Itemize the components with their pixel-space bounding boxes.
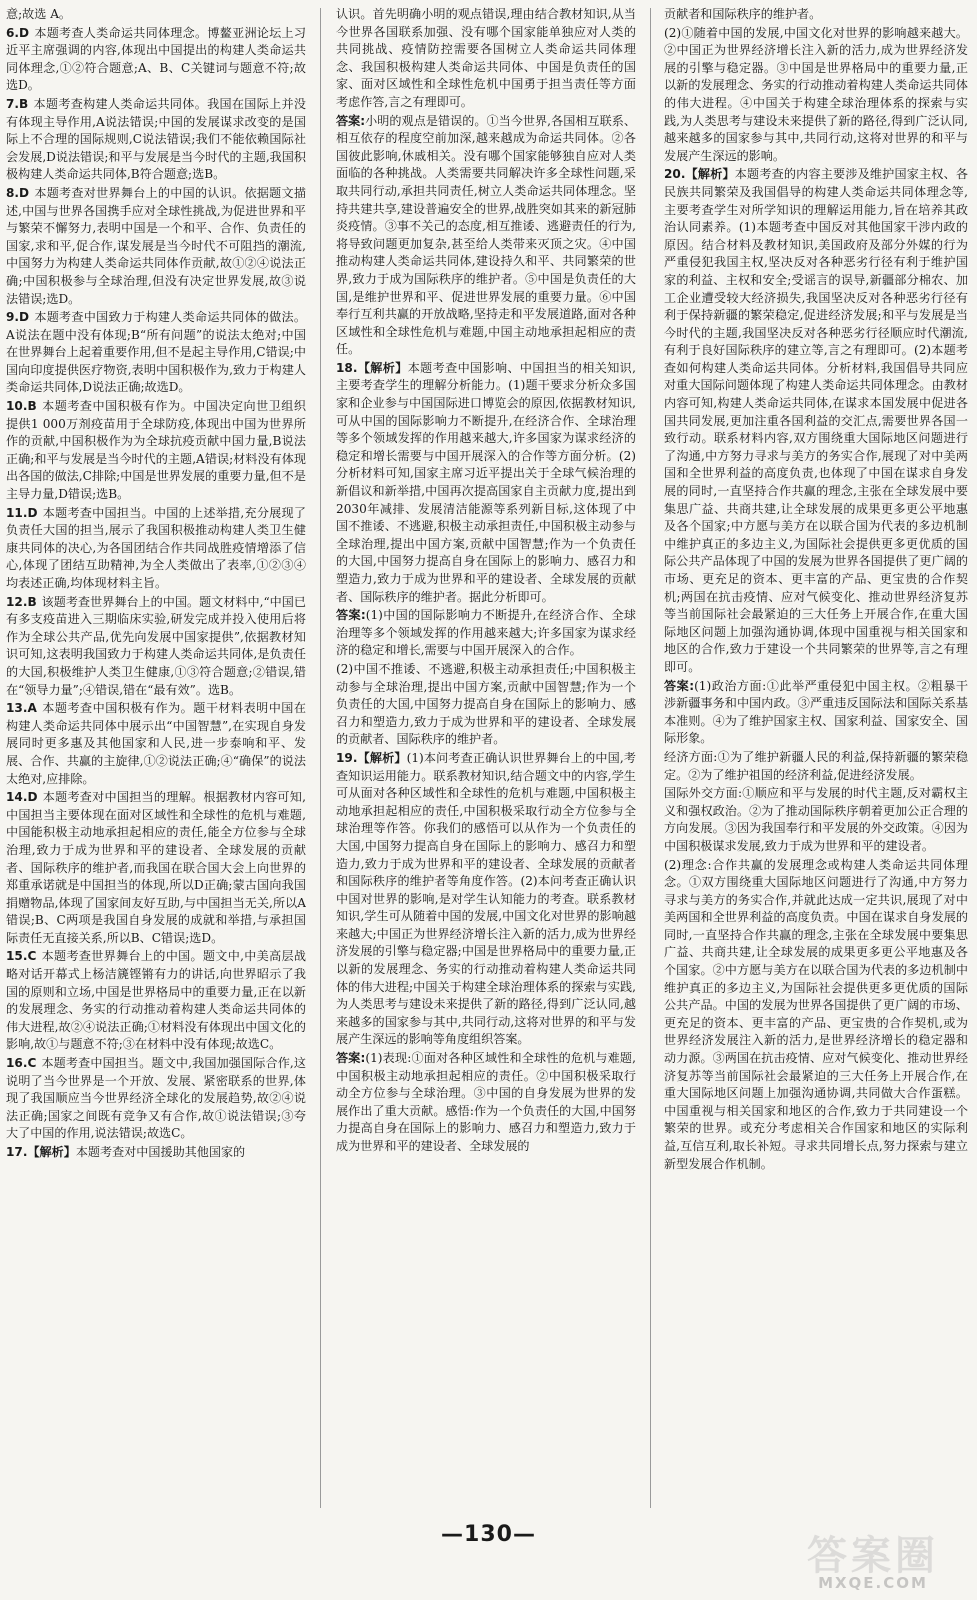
answer-item bbox=[6, 185, 306, 308]
answer-item bbox=[6, 96, 306, 184]
item-text: 本题考查世界舞台上的中国。题文中,中美高层战略对话开幕式上杨洁篪铿锵有力的讲话,向世界昭示了我国的原则和立场,中国是世界格局中的重要力量,正在以新的发展理念、务实的行动推动着构建人类命运共同体的伟大进程,故②④说法正确;①材料没有体现出中国文化的影响,故①与题意不符;③在材料中没有体现;故选C。 bbox=[6, 949, 306, 1052]
item-choice: D bbox=[27, 790, 38, 805]
answer-item bbox=[6, 398, 306, 504]
answer-label: 答案: bbox=[664, 678, 695, 693]
answer-item bbox=[6, 700, 306, 788]
answer-item bbox=[6, 1055, 306, 1143]
item-text: (1)本问考查正确认识世界舞台上的中国,考查知识运用能力。联系教材知识,结合题文中的内容,学生可从面对各种区域性和全球性的危机与难题,中国积极主动地承担起相应的责任,中国积极采取行动全方位参与全球治理等作答。你我们的感悟可以从作为一个负责任的大国,中国努力提高自身在国际上的影响力、感召力和塑造力,致力于成为世界和平的建设者、全球发展的贡献者和国际秩序的维护者等角度作答。(2)本问考查正确认识中国对世界的影响,是对学生认知能力的考查。联系教材知识,学生可从随着中国的发展,中国文化对世界的影响越来越大;中国正为世界经济增长注入新的活力,成为世界经济发展的引擎与稳定器;中国是世界格局中的重要力量,正以新的发展理念、务实的行动推动着构建人类命运共同体的伟大进程;中国关于构建全球治理体系的探索与实践,为人类思考与建设未来提供了新的路径,得到广泛认同,越来越多的国家参与其中,共同行动,这将对世界的和平与发展产生深远的影响等角度组织答案。 bbox=[336, 750, 636, 1047]
answer-item bbox=[336, 607, 636, 660]
item-text: 本题考查对中国援助其他国家的 bbox=[75, 1145, 246, 1159]
item-text: 本题考查对世界舞台上的中国的认识。依据题文描述,中国与世界各国携手应对全球性挑战,为促进世界和平与繁荣不懈努力,表明中国是一个和平、合作、负责任的国家,求和平,促合作,谋发展是当今时代不可阻挡的潮流,中国努力为构建人类命运共同体作贡献,故①②④说法正确;中国积极参与全球治理,但没有决定世界发展,故③说法错误;选D。 bbox=[6, 185, 306, 306]
item-text: 经济方面:①为了维护新疆人民的利益,保持新疆的繁荣稳定。②为了维护祖国的经济利益,促进经济发展。 bbox=[664, 749, 968, 782]
answer-item bbox=[664, 25, 968, 166]
item-text: (1)表现:①面对各种区域性和全球性的危机与难题,中国积极主动地承担起相应的责任。②中国积极采取行动全方位参与全球治理。③中国的自身发展为世界的发展作出了重大贡献。感悟:作为一个负责任的大国,中国努力提高自身在国际上的影响力、感召力和塑造力,致力于成为世界和平的建设者、全球发展的 bbox=[336, 1051, 636, 1153]
item-text: (1)政治方面:①此举严重侵犯中国主权。②粗暴干涉新疆事务和中国内政。③严重违反国际法和国际关系基本准则。④为了维护国家主权、国家利益、国家安全、国际形象。 bbox=[664, 678, 968, 746]
item-number: 6. bbox=[6, 25, 20, 40]
item-text: 本题考查的内容主要涉及维护国家主权、各民族共同繁荣及我国倡导的构建人类命运共同体理念等,主要考查学生对所学知识的理解运用能力,旨在培养其政治认同素养。(1)本题考查中国反对其他国家干涉内政的原因。结合材料及教材知识,美国政府及部分外媒的行为严重侵犯我国主权,坚决反对各种恶劣行径有利于维护国家的利益、主权和安全;受谣言的误导,新疆部分棉农、加工企业遭受较大经济损失,我国坚决反对各种恶劣行径有利于保持新疆的繁荣稳定,促进经济发展;和平与发展是当今时代的主题,我国坚决反对各种恶劣行径顺应时代潮流,有利于良好国际秩序的建立等,言之有理即可。(2)本题考查如何构建人类命运共同体。分析材料,我国倡导共同应对重大国际问题体现了构建人类命运共同体理念。由教材内容可知,构建人类命运共同体,在谋求本国发展中促进各国共同发展,更加注重各国利益的交汇点,需要世界各国一致行动。联系材料内容,双方围绕重大国际地区问题进行了沟通,中方努力寻求与美方的务实合作,展现了对中美两国和全世界利益的高度负责,也体现了中国在谋求自身发展的同时,一直坚持合作共赢的理念,主张在全球发展中要集思广益、共商共建,让全球发展的成果更多更公平地惠及各个国家;中方愿与美方在以联合国为代表的多边机制中维护真正的多边主义,为国际社会提供更多更优质的国际公共产品体现了中国的发展为世界各国提供了更广阔的市场、更充足的资本、更丰富的产品、更宝贵的合作契机;两国在抗击疫情、应对气候变化、推动世界经济复苏等当前国际社会最紧迫的三大任务上开展合作,在重大国际地区问题上加强沟通协调,体现中国重视与相关国家和地区的合作,致力于建设一个共同繁荣的世界等,言之有理即可。 bbox=[664, 167, 968, 674]
watermark-url: MXQE.COM bbox=[818, 1574, 928, 1592]
answer-item bbox=[6, 309, 306, 397]
answer-item bbox=[664, 678, 968, 748]
answer-item bbox=[664, 749, 968, 784]
answer-item bbox=[6, 1144, 306, 1162]
answer-item bbox=[6, 6, 306, 24]
answer-item bbox=[664, 6, 968, 24]
column-left bbox=[6, 6, 306, 1506]
item-choice: D bbox=[19, 25, 30, 40]
item-text: (2)理念:合作共赢的发展理念或构建人类命运共同体理念。①双方围绕重大国际地区问题进行了沟通,中方努力寻求与美方的务实合作,并就此达成一定共识,展现了对中美两国和全世界利益的高度负责。中国在谋求自身发展的同时,一直坚持合作共赢的理念,主张在全球发展中要集思广益、共商共建,让全球发展的成果更多更公平地惠及各个国家。②中方愿与美方在以联合国为代表的多边机制中维护真正的多边主义,为国际社会提供更多更优质的国际公共产品。中国的发展为世界各国提供了更广阔的市场、更充足的资本、更丰富的产品、更宝贵的合作契机,或为世界经济发展注入新的活力,是世界经济增长的稳定器和动力源。③两国在抗击疫情、应对气候变化、推动世界经济复苏等当前国际社会最紧迫的三大任务上开展合作,在重大国际地区问题上加强沟通协调,共同做大合作蛋糕。中国重视与相关国家和地区的合作,致力于共同建设一个繁荣的世界。或充分考虑相关合作国家和地区的实际利益,互信互利,取长补短。寻求共同增长点,努力探索与建立新型发展合作机制。 bbox=[664, 857, 968, 1171]
item-text: 本题考查构建人类命运共同体。我国在国际上并没有体现主导作用,A说法错误;中国的发展谋求改变的是国际上不合理的国际规则,C说法错误;我们不能依赖国际社会发展,D说法错误;和平与发展是当今时代的主题,我国积极构建人类命运共同体,B符合题意;选B。 bbox=[6, 96, 306, 182]
answer-item bbox=[336, 661, 636, 749]
item-choice: D bbox=[19, 310, 30, 325]
item-choice: A bbox=[27, 701, 37, 716]
answer-item bbox=[6, 594, 306, 700]
item-text: 本题考查中国担当。题文中,我国加强国际合作,这说明了当今世界是一个开放、发展、紧密联系的世界,体现了我国顺应当今世界经济全球化的发展趋势,故②④说法正确;国家之间既有竞争又有合作,故①说法错误;③夸大了中国的作用,说法错误;故选C。 bbox=[6, 1056, 306, 1141]
item-text: 意;故选 A。 bbox=[6, 7, 72, 21]
answer-label: 答案: bbox=[336, 1051, 366, 1066]
item-text: 该题考查世界舞台上的中国。题文材料中,“中国已有多支疫苗进入三期临床实验,研发完成并投入使用后将作为全球公共产品,优先向发展中国家提供”,依据教材知识可知,这表明我国致力于构建人类命运共同体,是负责任的大国,积极维护人类卫生健康,①③符合题意;②错误,错在“领导力量”;④错误,错在“最有效”。选B。 bbox=[6, 594, 306, 697]
answer-label: 答案: bbox=[336, 608, 366, 623]
item-number: 13. bbox=[6, 701, 28, 716]
item-choice: B bbox=[19, 96, 29, 111]
item-text: 本题考查中国致力于构建人类命运共同体的做法。A说法在题中没有体现;B“所有问题”的说法太绝对;中国在世界舞台上起着重要作用,但不是起主导作用,C错误;中国向印度提供医疗物资,表明中国积极作为,致力于构建人类命运共同体,D说法正确;故选D。 bbox=[6, 310, 306, 395]
item-text: (2)①随着中国的发展,中国文化对世界的影响越来越大。②中国正为世界经济增长注入新的活力,成为世界经济发展的引擎与稳定器。③中国是世界格局中的重要力量,正以新的发展理念、务实的行动推动着构建人类命运共同体的伟大进程。④中国关于构建全球治理体系的探索与实践,为人类思考与建设未来提供了新的路径,得到广泛认同,越来越多的国家参与其中,共同行动,这将对世界的和平与发展产生深远的影响。 bbox=[664, 25, 968, 163]
item-number: 17. bbox=[6, 1145, 28, 1159]
answer-item bbox=[664, 785, 968, 855]
item-text: 国际外交方面:①顺应和平与发展的时代主题,反对霸权主义和强权政治。②为了推动国际秩序朝着更加公正合理的方向发展。③因为我国奉行和平发展的外交政策。④因为中国积极谋求发展,致力于成为世界和平的建设者。 bbox=[664, 786, 968, 853]
item-choice: D bbox=[19, 185, 30, 200]
item-choice: C bbox=[27, 1056, 37, 1071]
item-number: 9. bbox=[6, 310, 20, 325]
item-choice: C bbox=[27, 949, 37, 964]
item-choice: B bbox=[27, 594, 37, 609]
item-number: 20. bbox=[664, 167, 686, 182]
column-divider-right bbox=[650, 8, 651, 1508]
answer-item bbox=[664, 857, 968, 1174]
item-number: 16. bbox=[6, 1056, 28, 1071]
item-choice: B bbox=[27, 399, 37, 414]
analysis-tag: 【解析】 bbox=[685, 167, 735, 182]
watermark bbox=[778, 1520, 968, 1592]
answer-item bbox=[336, 1050, 636, 1156]
analysis-tag: 【解析】 bbox=[27, 1145, 76, 1159]
answer-item bbox=[336, 113, 636, 359]
item-text: 本题考查中国积极有作为。题干材料表明中国在构建人类命运共同体中展示出“中国智慧”,在实现自身发展同时更多惠及其他国家和人民,进一步泰响和平、发展、合作、共赢的主旋律,①②说法正确;④“确保”的说法太绝对,应排除。 bbox=[6, 701, 306, 786]
answer-item bbox=[664, 166, 968, 676]
item-text: (2)中国不推诿、不逃避,积极主动承担责任;中国积极主动参与全球治理,提出中国方案,贡献中国智慧;作为一个负责任的大国,中国努力提高自身在国际上的影响力、感召力和塑造力,致力于成为世界和平的建设者、全球发展的贡献者、国际秩序的维护者。 bbox=[336, 661, 636, 747]
answer-item bbox=[6, 948, 306, 1054]
item-number: 12. bbox=[6, 594, 28, 609]
answer-item bbox=[336, 750, 636, 1049]
watermark-logo: 答案圈 bbox=[807, 1533, 939, 1579]
item-number: 14. bbox=[6, 790, 28, 805]
answer-item bbox=[6, 789, 306, 947]
item-text: 认识。首先明确小明的观点错误,理由结合教材知识,从当今世界各国联系加强、没有哪个国家能单独应对人类的共同挑战、疫情防控需要各国树立人类命运共同体理念、我国积极构建人类命运共同体、中国是负责任的国家、面对区域性和全球性危机中国勇于担当责任等方面考虑作答,言之有理即可。 bbox=[336, 7, 636, 109]
item-choice: D bbox=[27, 505, 38, 520]
item-text: 小明的观点是错误的。①当今世界,各国相互联系、相互依存的程度空前加深,越来越成为命运共同体。②各国彼此影响,休戚相关。没有哪个国家能够独自应对人类面临的各种挑战。人类需要共同解决许多全球性问题,采取共同行动,承担共同责任,树立人类命运共同体理念。坚持共建共享,建设普遍安全的世界,战胜突如其来的新冠肺炎疫情。③事不关己的态度,相互推诿、逃避责任的行为,将导致问题更加复杂,甚至给人类带来灭顶之灾。④中国推动构建人类命运共同体,建设持久和平、共同繁荣的世界,致力于成为国际秩序的维护者。⑤中国是负责任的大国,是维护世界和平、促进世界发展的重要力量。⑥中国奉行互利共赢的开放战略,坚持走和平发展道路,面对各种区域性和全球性危机与难题,中国主动地承担起相应的责任。 bbox=[336, 113, 636, 357]
item-text: 本题考查中国担当。中国的上述举措,充分展现了负责任大国的担当,展示了我国积极推动构建人类卫生健康共同体的决心,为各国团结合作共同战胜疫情增添了信心,体现了团结互助精神,为全人类做出了表率,①②③④均表述正确,均体现材料主旨。 bbox=[6, 505, 306, 590]
analysis-tag: 【解析】 bbox=[357, 360, 408, 375]
answer-item bbox=[6, 25, 306, 95]
item-number: 19. bbox=[336, 750, 358, 765]
item-text: (1)中国的国际影响力不断提升,在经济合作、全球治理等多个领域发挥的作用越来越大;许多国家为谋求经济的稳定和增长,需要与中国开展深入的合作。 bbox=[336, 608, 636, 658]
item-text: 本题考查中国积极有作为。中国决定向世卫组织提供1 000万剂疫苗用于全球防疫,体现出中国为世界所作的贡献,中国积极作为为全球抗疫贡献中国力量,B说法正确;和平与发展是当今时代的主题,A错误;材料没有体现出各国的做法,C排除;中国是世界发展的重要力量,但不是主导力量,D错误;选B。 bbox=[6, 399, 306, 502]
item-number: 11. bbox=[6, 505, 28, 520]
item-number: 8. bbox=[6, 185, 20, 200]
answer-label: 答案: bbox=[336, 113, 366, 128]
column-right bbox=[664, 6, 968, 1506]
item-text: 本题考查中国影响、中国担当的相关知识,主要考查学生的理解分析能力。(1)题干要求分析众多国家和企业参与中国国际进口博览会的原因,依据教材知识,可从中国的国际影响力不断提升,在经济合作、全球治理等多个领域发挥的作用越来越大,许多国家为谋求经济的稳定和增长需要与中国开展深入的合作等方面分析。(2)分析材料可知,国家主席习近平提出关于全球气候治理的新倡议和新举措,中国再次提高国家自主贡献力度,提出到2030年减排、发展清洁能源等系列新目标,这体现了中国不推诿、不逃避,积极主动承担责任,中国积极主动参与全球治理,提出中国方案,贡献中国智慧;作为一个负责任的大国,中国努力提高自身在国际上的影响力、感召力和塑造力,致力于成为世界和平的建设者、全球发展的贡献者、国际秩序的维护者。据此分析即可。 bbox=[336, 360, 636, 604]
item-number: 7. bbox=[6, 96, 20, 111]
answer-item bbox=[336, 6, 636, 112]
item-text: 贡献者和国际秩序的维护者。 bbox=[664, 7, 822, 21]
answer-item bbox=[336, 360, 636, 606]
column-divider-left bbox=[320, 8, 321, 1508]
page-number: —130— bbox=[441, 1522, 536, 1547]
item-text: 本题考查对中国担当的理解。根据教材内容可知,中国担当主要体现在面对区域性和全球性的危机与难题,中国能积极主动地承担起相应的责任,能全方位参与全球治理,致力于成为世界和平的建设者、全球发展的贡献者、国际秩序的维护者,而我国在联合国大会上向世界的郑重承诺就是中国担当的体现,所以D正确;蒙古国向我国捐赠物品,体现了国家间友好互助,与中国担当无关,所以A错误;B、C两项是我国自身发展的成就和举措,与承担国际责任无直接关系,所以B、C错误;选D。 bbox=[6, 790, 306, 945]
analysis-tag: 【解析】 bbox=[357, 750, 407, 765]
column-middle bbox=[336, 6, 636, 1506]
answer-item bbox=[6, 505, 306, 593]
item-number: 15. bbox=[6, 949, 28, 964]
item-number: 10. bbox=[6, 399, 28, 414]
item-number: 18. bbox=[336, 360, 358, 375]
item-text: 本题考查人类命运共同体理念。博鳌亚洲论坛上习近平主席强调的内容,体现出中国提出的构建人类命运共同体理念,①②符合题意;A、B、C关键词与题意不符;故选D。 bbox=[6, 25, 306, 93]
